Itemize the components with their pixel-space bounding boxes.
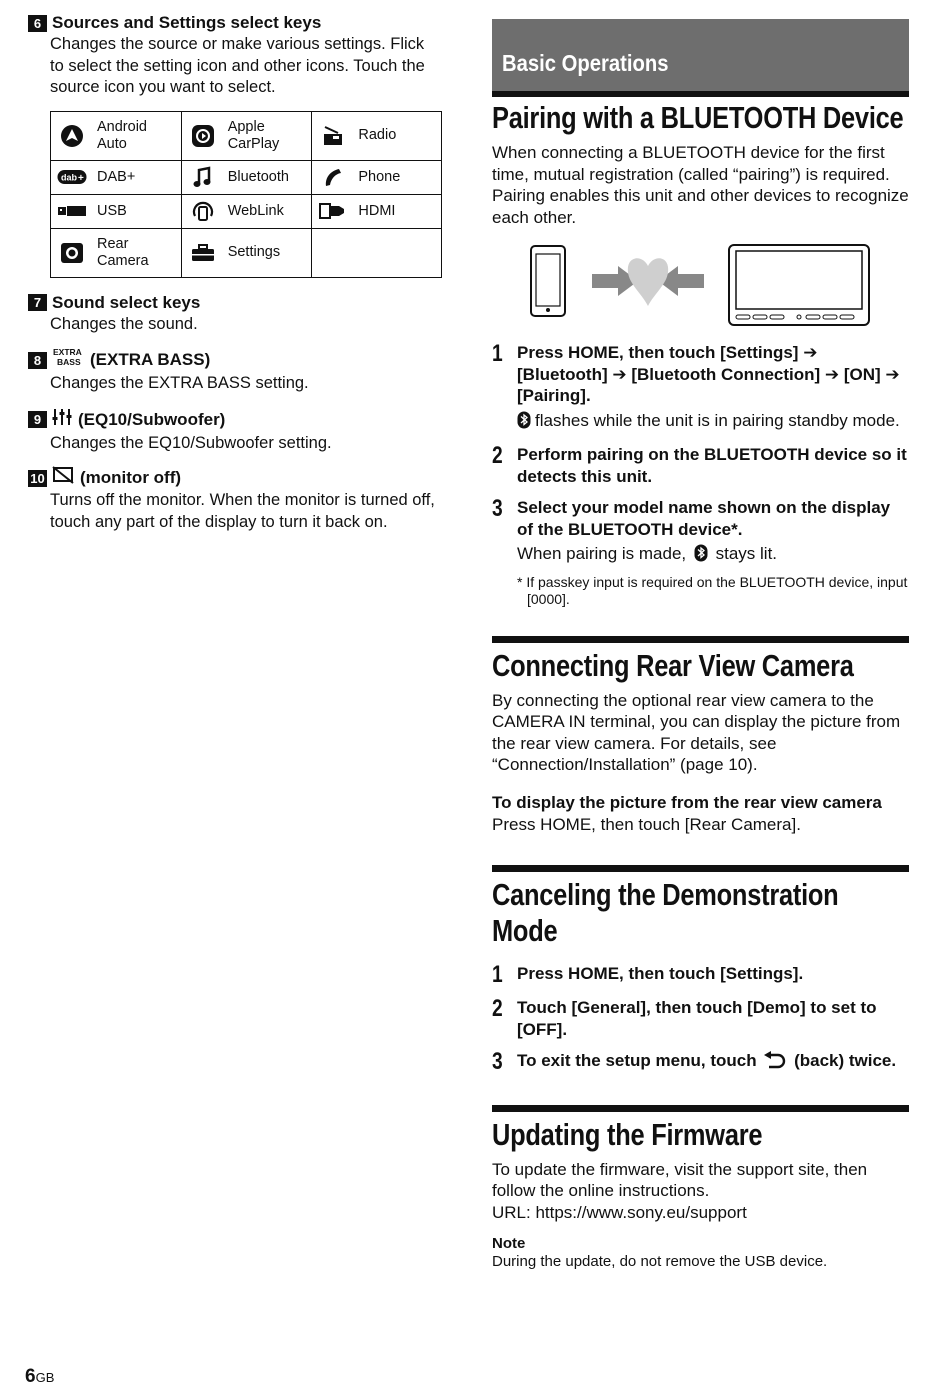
settings-icon <box>188 243 218 263</box>
extra-bass-icon <box>52 347 84 373</box>
item-title: Sound select keys <box>52 292 201 312</box>
item-number: 10 <box>28 470 47 487</box>
pairing-step-2: 2 Perform pairing on the BLUETOOTH device so it detects this unit. <box>492 442 907 486</box>
bluetooth-icon <box>517 411 531 435</box>
section-title: Connecting Rear View Camera <box>492 647 854 683</box>
section-firmware <box>492 1105 909 1272</box>
item-title: (EQ10/Subwoofer) <box>78 409 226 429</box>
section-title: Canceling the Demonstration <box>492 877 839 912</box>
right-column <box>492 19 909 1271</box>
bluetooth-music-icon <box>188 166 218 188</box>
section-rule <box>492 1105 909 1112</box>
apple-carplay-icon <box>188 124 218 148</box>
subheading-text: Press HOME, then touch [Rear Camera]. <box>492 814 801 834</box>
banner-title: Basic Operations <box>502 50 669 76</box>
item-number: 9 <box>28 411 47 428</box>
source-cell-hdmi[interactable]: HDMI <box>312 194 442 228</box>
source-cell-empty <box>312 228 442 277</box>
source-cell-apple-carplay[interactable]: Apple CarPlay <box>181 111 312 160</box>
item-body: Changes the EQ10/Subwoofer setting. <box>50 433 332 452</box>
pairing-step-3: 3 Select your model name shown on the display of the BLUETOOTH device*. <box>492 495 891 539</box>
source-cell-radio[interactable]: Radio <box>312 111 442 160</box>
source-cell-usb[interactable]: USB <box>51 194 182 228</box>
item-extra-bass <box>28 347 448 395</box>
svg-text:+: + <box>78 173 84 184</box>
radio-icon <box>318 125 348 147</box>
demo-step-2: 2 Touch [General], then touch [Demo] to set to [OFF]. <box>492 995 877 1039</box>
page-number: 6GB <box>25 1366 55 1387</box>
weblink-icon <box>188 200 218 222</box>
monitor-off-icon <box>52 466 74 490</box>
section-intro: By connecting the optional rear view camera to the CAMERA IN terminal, you can display the picture from the rear view camera. For details, see “Connection/Installation” (page 10). <box>492 690 901 774</box>
item-number: 7 <box>28 294 47 311</box>
section-rear-camera <box>492 636 909 836</box>
source-cell-phone[interactable]: Phone <box>312 160 442 194</box>
source-cell-android-auto[interactable]: Android Auto <box>51 111 182 160</box>
pairing-arrows-icon <box>592 258 704 306</box>
smartphone-icon <box>531 246 565 316</box>
left-column <box>28 12 448 545</box>
note-text: During the update, do not remove the USB device. <box>492 1253 828 1270</box>
item-title: (monitor off) <box>80 468 182 487</box>
dab-icon <box>57 169 87 185</box>
pairing-step-3-note: When pairing is made, stays lit. <box>517 543 909 568</box>
section-banner <box>492 19 909 97</box>
note-heading: Note <box>492 1235 526 1252</box>
item-sound-select <box>28 292 448 336</box>
bluetooth-icon <box>694 544 708 568</box>
section-rule <box>492 636 909 643</box>
item-body: Turns off the monitor. When the monitor is turned off, touch any part of the display to turn it back on. <box>50 491 435 531</box>
source-cell-dab[interactable]: dab + DAB+ <box>51 160 182 194</box>
pairing-illustration <box>530 244 909 328</box>
section-title: Pairing with a BLUETOOTH Device <box>492 100 904 135</box>
source-cell-weblink[interactable]: WebLink <box>181 194 312 228</box>
hdmi-icon <box>318 203 348 219</box>
item-body: Changes the sound. <box>50 314 198 333</box>
source-cell-rear-camera[interactable]: Rear Camera <box>51 228 182 277</box>
support-url: URL: https://www.sony.eu/support <box>492 1202 747 1222</box>
item-number: 8 <box>28 352 47 369</box>
section-rule <box>492 865 909 872</box>
source-cell-settings[interactable]: Settings <box>181 228 312 277</box>
section-pairing <box>492 100 909 608</box>
phone-icon <box>318 166 348 188</box>
source-table <box>50 111 442 278</box>
rear-camera-icon <box>57 242 87 264</box>
item-body: Changes the EXTRA BASS setting. <box>50 374 309 392</box>
subheading: To display the picture from the rear view camera <box>492 792 882 812</box>
demo-step-3: 3 To exit the setup menu, touch (back) twice. <box>492 1048 897 1075</box>
item-body: Changes the source or make various settings. Flick to select the setting icon and other icons. Touch the source icon you want to select. <box>50 35 425 96</box>
equalizer-icon <box>52 407 72 433</box>
demo-step-1: 1 Press HOME, then touch [Settings]. <box>492 961 804 988</box>
item-title: (EXTRA BASS) <box>90 350 211 369</box>
section-intro: To update the firmware, visit the support site, then follow the online instructions. <box>492 1159 868 1200</box>
section-intro: When connecting a BLUETOOTH device for the first time, mutual registration (called “pairing”) is required. Pairing enables this unit and other devices to recognize each other. <box>492 143 909 227</box>
section-title: Updating the Firmware <box>492 1116 763 1152</box>
pairing-footnote: * If passkey input is required on the BLUETOOTH device, input [0000]. <box>517 573 908 607</box>
item-sources-settings <box>28 12 448 278</box>
item-eq10-subwoofer <box>28 407 448 455</box>
pairing-step-1: 1 Press HOME, then touch [Settings] ➔ [Bluetooth] ➔ [Bluetooth Connection] ➔ [ON] ➔ [Pairing]. <box>492 340 900 405</box>
svg-text:BASS: BASS <box>57 357 81 367</box>
source-cell-bluetooth[interactable]: Bluetooth <box>181 160 312 194</box>
android-auto-icon <box>57 124 87 148</box>
item-number: 6 <box>28 15 47 32</box>
svg-text:EXTRA: EXTRA <box>53 347 82 357</box>
usb-icon <box>57 205 87 217</box>
section-demo-mode <box>492 865 909 1075</box>
svg-text:dab: dab <box>61 172 78 183</box>
head-unit-icon <box>729 245 869 325</box>
section-title-line2: Mode <box>492 913 558 948</box>
item-monitor-off <box>28 466 448 533</box>
back-icon <box>763 1051 787 1075</box>
item-title: Sources and Settings select keys <box>52 13 322 32</box>
pairing-step-1-note: flashes while the unit is in pairing standby mode. <box>517 410 909 435</box>
